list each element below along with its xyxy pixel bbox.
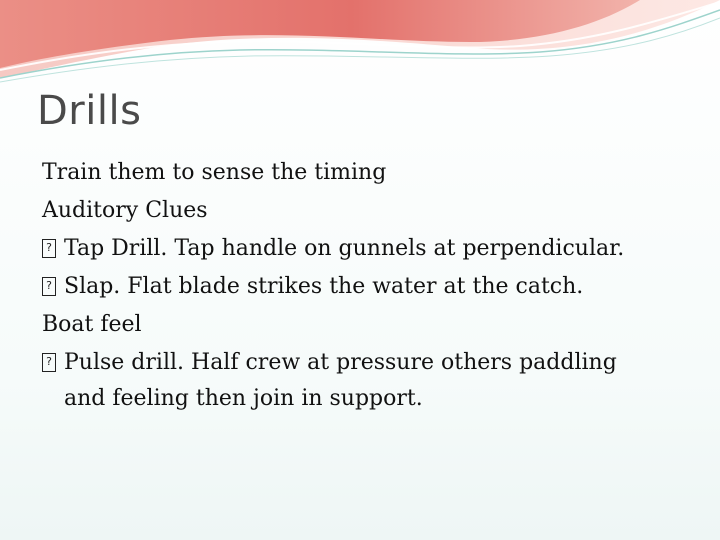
bullet-text: Pulse drill. Half crew at pressure others paddling [64, 350, 617, 375]
missing-glyph-bullet-icon: ? [42, 239, 56, 258]
bullet-text: Slap. Flat blade strikes the water at the catch. [64, 274, 584, 299]
slide-title: Drills [37, 88, 142, 134]
bullet-continuation-text: and feeling then join in support. [64, 386, 423, 411]
slide-body [42, 154, 702, 416]
bullet-item [42, 344, 702, 382]
bullet-item [42, 268, 702, 306]
text-line: Train them to sense the timing [42, 160, 387, 185]
bullet-item [42, 230, 702, 268]
missing-glyph-bullet-icon: ? [42, 353, 56, 372]
text-line: Auditory Clues [42, 198, 208, 223]
bullet-text: Tap Drill. Tap handle on gunnels at perpendicular. [64, 236, 625, 261]
missing-glyph-bullet-icon: ? [42, 277, 56, 296]
text-line: Boat feel [42, 312, 142, 337]
header-wave-decoration [0, 0, 720, 90]
